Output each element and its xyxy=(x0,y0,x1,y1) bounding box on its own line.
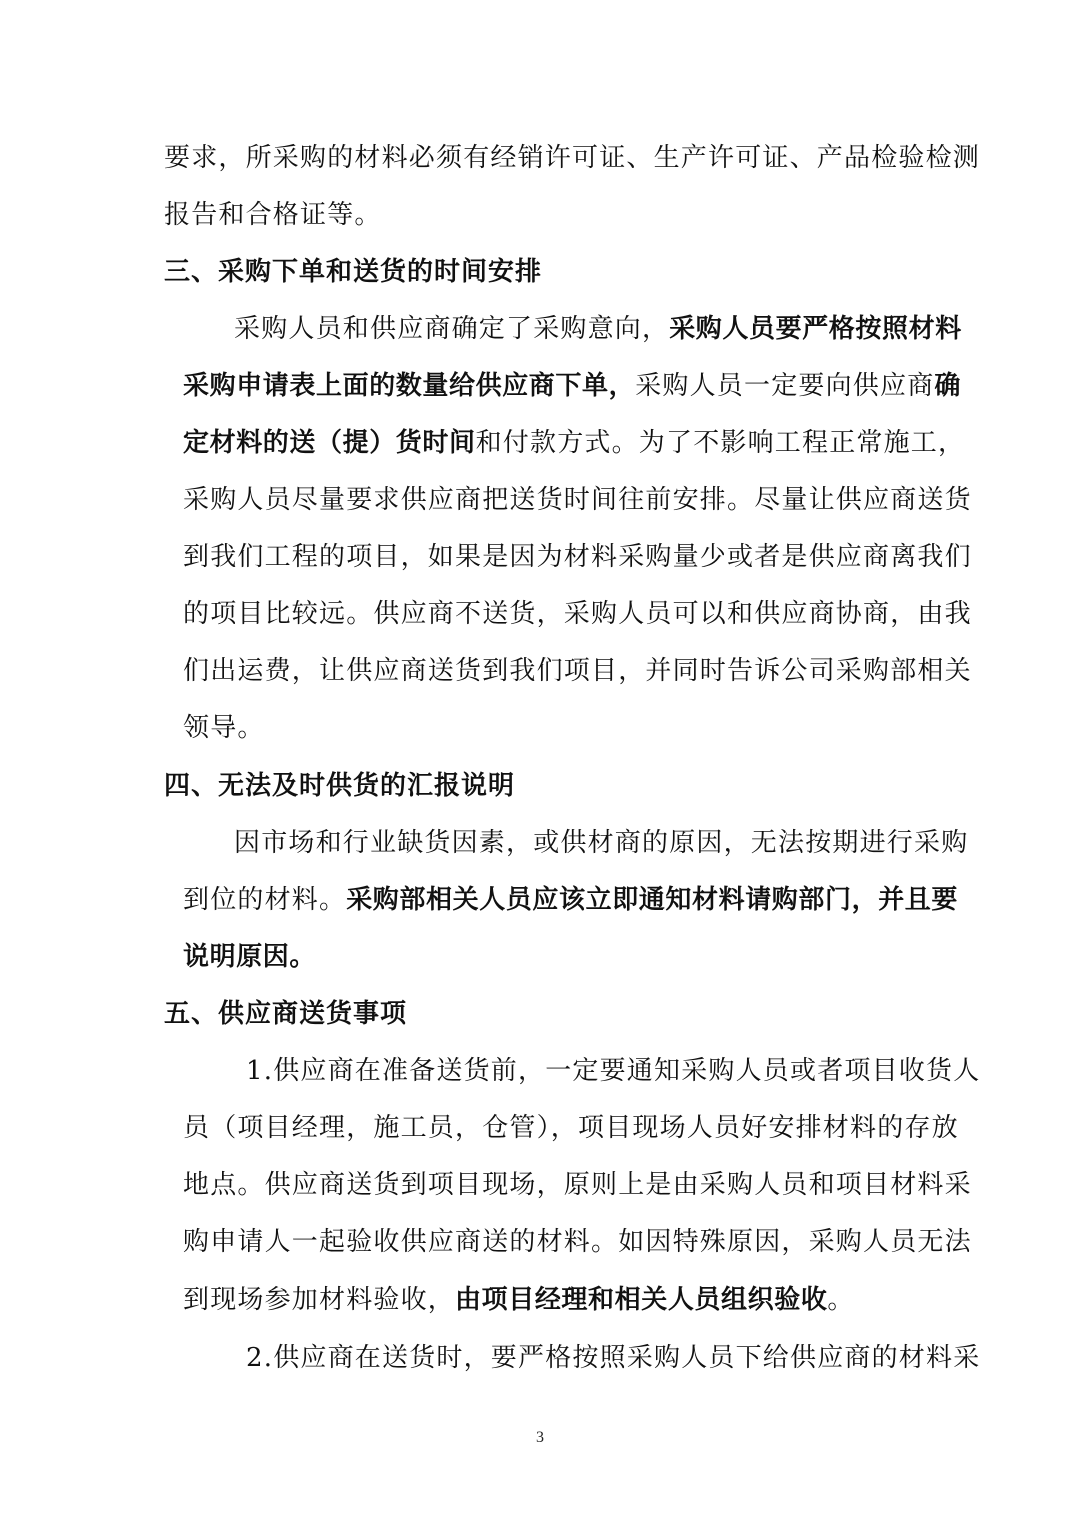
text: 采购人员和供应商确定了采购意向， xyxy=(234,314,670,344)
text: 采购人员尽量要求供应商把送货时间往前安排。尽量让供应商送货 xyxy=(183,485,972,515)
paragraph-line xyxy=(183,1283,855,1317)
page-number: 3 xyxy=(536,1429,544,1446)
paragraph-line xyxy=(183,940,316,974)
text: 和付款方式。为了不影响工程正常施工， xyxy=(475,428,966,458)
bold-text: 由项目经理和相关人员组织验收 xyxy=(455,1285,828,1315)
bold-text: 采购申请表上面的数量给供应商下单， xyxy=(183,371,636,401)
paragraph-line xyxy=(164,141,980,175)
paragraph-line xyxy=(183,711,265,745)
paragraph-line xyxy=(234,312,962,346)
text: 。 xyxy=(827,1285,855,1315)
bold-text: 确 xyxy=(934,371,962,401)
text: 因市场和行业缺货因素，或供材商的原因，无法按期进行采购 xyxy=(234,828,969,858)
paragraph-line xyxy=(183,1168,972,1202)
text: 员（项目经理，施工员，仓管），项目现场人员好安排材料的存放 xyxy=(183,1113,959,1143)
text: 们出运费，让供应商送货到我们项目，并同时告诉公司采购部相关 xyxy=(183,656,972,686)
text: 2.供应商在送货时，要严格按照采购人员下给供应商的材料采 xyxy=(246,1343,981,1373)
bold-text: 采购人员要严格按照材料 xyxy=(669,314,962,344)
bold-text: 说明原因。 xyxy=(183,942,317,972)
paragraph-line xyxy=(183,883,958,917)
section-heading xyxy=(164,997,407,1031)
text: 采购人员一定要向供应商 xyxy=(635,371,935,401)
paragraph-line xyxy=(234,826,968,860)
heading-text: 四、无法及时供货的汇报说明 xyxy=(164,771,516,801)
text: 购申请人一起验收供应商送的材料。如因特殊原因，采购人员无法 xyxy=(183,1227,972,1257)
section-heading xyxy=(164,255,542,289)
paragraph-line xyxy=(183,483,972,517)
paragraph-line xyxy=(183,540,972,574)
paragraph-line xyxy=(183,597,972,631)
paragraph-line xyxy=(164,198,382,232)
bold-text: 采购部相关人员应该立即通知材料请购部门，并且要 xyxy=(346,885,959,915)
text: 的项目比较远。供应商不送货，采购人员可以和供应商协商，由我 xyxy=(183,599,972,629)
paragraph-line xyxy=(183,654,972,688)
section-heading xyxy=(164,769,515,803)
text: 领导。 xyxy=(183,713,265,743)
heading-text: 五、供应商送货事项 xyxy=(164,999,408,1029)
paragraph-line xyxy=(183,426,965,460)
text: 到我们工程的项目，如果是因为材料采购量少或者是供应商离我们 xyxy=(183,542,972,572)
text: 到位的材料。 xyxy=(183,885,347,915)
bold-text: 定材料的送（提）货时间 xyxy=(183,428,476,458)
text: 到现场参加材料验收， xyxy=(183,1285,456,1315)
paragraph-line xyxy=(246,1054,980,1088)
heading-text: 三、采购下单和送货的时间安排 xyxy=(164,257,543,287)
paragraph-line xyxy=(183,1111,959,1145)
text: 要求，所采购的材料必须有经销许可证、生产许可证、产品检验检测 xyxy=(164,143,981,173)
paragraph-line xyxy=(183,1225,972,1259)
text: 地点。供应商送货到项目现场，原则上是由采购人员和项目材料采 xyxy=(183,1170,972,1200)
paragraph-line xyxy=(246,1341,980,1375)
paragraph-line xyxy=(183,369,961,403)
text: 报告和合格证等。 xyxy=(164,200,382,230)
text: 1.供应商在准备送货前，一定要通知采购人员或者项目收货人 xyxy=(246,1056,981,1086)
